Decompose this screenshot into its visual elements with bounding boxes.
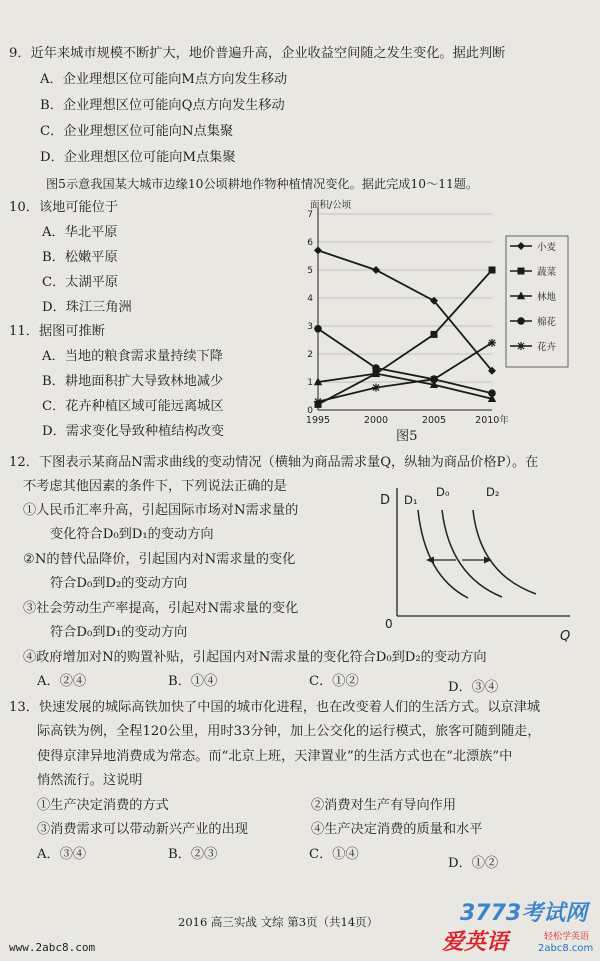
figure5-chart (296, 192, 600, 444)
curve-d0 (442, 510, 502, 597)
figure5-point-5 (430, 375, 438, 383)
q13-stem-line4: 悄然流行。这说明 (37, 773, 143, 788)
q12-stem-line2: 不考虑其他因素的条件下，下列说法正确的是 (23, 479, 287, 494)
q12-statement-4: ④政府增加对N的购置补贴，引起国内对N需求量的变化符合D₀到D₂的变动方向 (23, 650, 487, 665)
figure5-y-tick: 5 (307, 266, 313, 276)
q10-stem: 10．该地可能位于 (9, 200, 119, 215)
q13-stem-line2: 际高铁为例，全程120公里，用时33分钟，加上公交化的运行模式，旅客可随到随走， (37, 724, 541, 739)
figure5-legend-label: 棉花 (537, 317, 557, 328)
figure5-y-tick: 7 (307, 210, 313, 220)
q13-statement-2: ②消费对生产有导向作用 (311, 798, 457, 813)
axis-label-q: Q (560, 629, 571, 644)
figure5-ylabel: 面积/公顷 (310, 200, 352, 211)
watermark-slogan: 轻松学英语 (544, 932, 590, 942)
page-footer: 2016 高三实战 文综 第3页（共14页） (178, 915, 379, 929)
q13-option-c: C．①④ (309, 847, 359, 862)
figure5-y-tick: 3 (307, 322, 313, 332)
q13-statement-1: ①生产决定消费的方式 (37, 798, 169, 813)
q13-option-b: B．②③ (168, 847, 218, 862)
curve-d1 (418, 510, 468, 598)
q12-statement-1a: ①人民币汇率升高，引起国际市场对N需求量的 (23, 503, 299, 518)
q11-stem: 11．据图可推断 (9, 324, 105, 339)
q12-statement-1b: 变化符合D₀到D₁的变动方向 (50, 527, 214, 542)
figure5-y-tick: 6 (307, 238, 313, 248)
figure5-x-tick: 2000 (363, 415, 389, 426)
q10-option-c: C．太湖平原 (42, 275, 119, 290)
q12-statement-3b: 符合D₀到D₁的变动方向 (50, 625, 188, 640)
q13-option-a: A．③④ (37, 847, 87, 862)
figure5-point-4 (314, 325, 322, 333)
q9-stem: 9．近年来城市规模不断扩大，地价普遍升高，企业收益空间随之发生变化。据此判断 (9, 46, 506, 61)
figure5-y-tick: 1 (307, 378, 313, 388)
q13-statement-3: ③消费需求可以带动新兴产业的出现 (37, 822, 248, 837)
figure5-x-tick: 1995 (305, 415, 331, 426)
q11-option-d: D．需求变化导致种植结构改变 (42, 424, 225, 439)
site-url: www.2abc8.com (9, 941, 96, 954)
q9-option-b: B．企业理想区位可能向Q点方向发生移动 (40, 98, 285, 113)
q12-option-b: B．①④ (168, 674, 218, 689)
figure5-legend-marker (517, 317, 525, 325)
figure5-point-5 (488, 339, 496, 347)
q12-option-d: D．③④ (448, 680, 499, 695)
q12-option-c: C．①② (309, 674, 359, 689)
q12-stem-line1: 12．下图表示某商品N需求曲线的变动情况（横轴为商品需求量Q，纵轴为商品价格P）。在 (9, 455, 539, 470)
q13-statement-4: ④生产决定消费的质量和水平 (311, 822, 483, 837)
figure5-series-line-1 (318, 250, 492, 370)
figure5-caption: 图5 (396, 429, 418, 444)
curve-label-d1: D₁ (404, 493, 418, 507)
figure5-y-tick: 4 (307, 294, 313, 304)
figure5-legend-label: 花卉 (537, 342, 557, 353)
figure5-legend-label: 林地 (537, 292, 557, 303)
figure5-x-tick: 2010年 (475, 415, 509, 426)
q13-option-d: D．①② (448, 856, 499, 871)
figure5-point-1 (372, 266, 380, 274)
figure5-legend-marker (517, 242, 525, 250)
q13-stem-line1: 13．快速发展的城际高铁加快了中国的城市化进程，也在改变着人们的生活方式。以京津城 (9, 700, 541, 715)
q9-option-d: D．企业理想区位可能向M点集聚 (40, 150, 236, 165)
watermark-aiyingyu: 爱英语 (442, 930, 509, 955)
figure5-point-4 (372, 364, 380, 372)
q11-option-b: B．耕地面积扩大导致林地减少 (42, 374, 224, 389)
q12-statement-2a: ②N的替代品降价，引起国内对N需求量的变化 (23, 552, 296, 567)
q10-option-a: A．华北平原 (42, 225, 118, 240)
curve-label-d0: D₀ (436, 485, 450, 499)
q11-option-c: C．花卉种植区域可能远离城区 (42, 399, 224, 414)
figure5-point-2 (431, 331, 438, 338)
figure5-point-4 (488, 389, 496, 397)
q9-option-c: C．企业理想区位可能向N点集聚 (40, 124, 234, 139)
axis-label-d: D (380, 493, 391, 508)
q12-statement-3a: ③社会劳动生产率提高，引起对N需求量的变化 (23, 601, 299, 616)
figure5-legend-label: 蔬菜 (537, 267, 557, 278)
watermark-3773: 3773考试网 (460, 901, 588, 926)
figure5-legend-marker (517, 342, 525, 350)
figure5-point-5 (372, 384, 380, 392)
watermark-url: 2abc8.com (538, 943, 594, 954)
q11-option-a: A．当地的粮食需求量持续下降 (42, 349, 223, 364)
figure5-point-5 (314, 398, 322, 406)
curve-d2 (473, 510, 536, 594)
figure5-point-2 (489, 267, 496, 274)
figure5-intro: 图5示意我国某大城市边缘10公顷耕地作物种植情况变化。据此完成10～11题。 (46, 177, 479, 191)
q10-option-b: B．松嫩平原 (42, 250, 118, 265)
figure5-legend-label: 小麦 (537, 242, 557, 253)
demand-curve-graph (370, 480, 595, 650)
q12-option-a: A．②④ (37, 674, 87, 689)
figure5-x-tick: 2005 (421, 415, 447, 426)
q13-stem-line3: 使得京津异地消费成为常态。而“北京上班，天津置业”的生活方式也在“北漂族”中 (37, 749, 513, 764)
q9-option-a: A．企业理想区位可能向M点方向发生移动 (40, 72, 288, 87)
figure5-y-tick: 0 (307, 406, 313, 416)
q12-statement-2b: 符合D₀到D₂的变动方向 (50, 576, 188, 591)
figure5-y-tick: 2 (307, 350, 313, 360)
figure5-legend-marker (518, 268, 525, 275)
figure5-point-1 (314, 246, 322, 254)
curve-label-d2: D₂ (486, 485, 500, 499)
q10-option-d: D．珠江三角洲 (42, 300, 132, 315)
origin-label: 0 (385, 617, 393, 631)
